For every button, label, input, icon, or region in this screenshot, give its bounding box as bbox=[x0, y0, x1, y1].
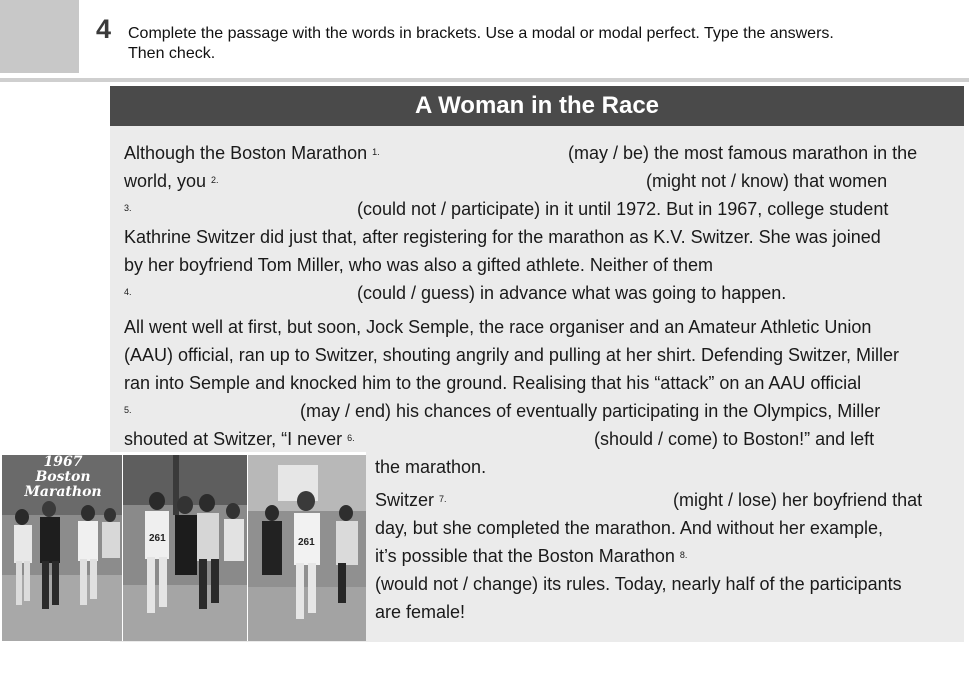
passage-line: Although the Boston Marathon $^{1.}$ bbox=[124, 143, 380, 163]
gap-hint-6: (should / come) to Boston!” and left bbox=[594, 429, 875, 449]
passage-line: Kathrine Switzer did just that, after registering for the marathon as K.V. Switzer. She was joined bbox=[124, 227, 881, 247]
exercise-instruction bbox=[128, 24, 948, 64]
passage-line: it’s possible that the Boston Marathon $^{8.}$ bbox=[375, 546, 688, 566]
instruction-line-1: Complete the passage with the words in brackets. Use a modal or modal perfect. Type the answers. bbox=[128, 25, 834, 42]
gap-number-2: 2. bbox=[211, 175, 219, 185]
gap-number-8: 8. bbox=[679, 550, 688, 560]
passage-line bbox=[124, 195, 132, 223]
header-grey-tab bbox=[0, 0, 79, 73]
gap-hint-7: (might / lose) her boyfriend that bbox=[673, 490, 923, 510]
passage-line bbox=[124, 397, 132, 425]
gap-number-4: 4. bbox=[124, 287, 132, 297]
passage-line: world, you $^{2.}$ bbox=[124, 171, 219, 191]
bib-number-text: 261 bbox=[298, 537, 315, 548]
passage-line: shouted at Switzer, “I never $^{6.}$ bbox=[124, 429, 355, 449]
passage-line: All went well at first, but soon, Jock Semple, the race organiser and an Amateur Athletic Union bbox=[124, 317, 872, 337]
gap-number-5: 5. bbox=[124, 405, 132, 415]
marathon-photo-3 bbox=[248, 455, 366, 641]
gap-hint-3: (could not / participate) in it until 1972. But in 1967, college student bbox=[357, 199, 889, 219]
passage-line: ran into Semple and knocked him to the ground. Realising that his “attack” on an AAU official bbox=[124, 373, 862, 393]
marathon-photo-2 bbox=[123, 455, 247, 641]
gap-hint-8: (would not / change) its rules. Today, nearly half of the participants bbox=[375, 574, 902, 594]
passage-line bbox=[124, 279, 132, 307]
gap-number-3: 3. bbox=[124, 203, 132, 213]
article-title: A Woman in the Race bbox=[110, 86, 964, 126]
bib-number-text: 261 bbox=[149, 533, 166, 544]
passage-line: are female! bbox=[375, 602, 466, 622]
marathon-photo-strip bbox=[2, 452, 366, 641]
gap-hint-2: (might not / know) that women bbox=[646, 171, 888, 191]
passage-line: Switzer $^{7.}$ bbox=[375, 490, 447, 510]
exercise-number: 4 bbox=[96, 14, 112, 44]
passage-line: (AAU) official, ran up to Switzer, shouting angrily and pulling at her shirt. Defending Switzer, Miller bbox=[124, 345, 900, 365]
instruction-line-2: Then check. bbox=[128, 45, 216, 62]
passage-line: day, but she completed the marathon. And without her example, bbox=[375, 518, 883, 538]
gap-hint-1: (may / be) the most famous marathon in the bbox=[568, 143, 918, 163]
gap-hint-5: (may / end) his chances of eventually participating in the Olympics, Miller bbox=[300, 401, 881, 421]
gap-hint-4: (could / guess) in advance what was going to happen. bbox=[357, 283, 787, 303]
passage-line: by her boyfriend Tom Miller, who was also a gifted athlete. Neither of them bbox=[124, 255, 713, 275]
photo-caption: 1967 Boston Marathon bbox=[24, 454, 102, 500]
passage-line: the marathon. bbox=[375, 457, 487, 477]
gap-number-1: 1. bbox=[372, 147, 380, 157]
gap-number-6: 6. bbox=[347, 433, 355, 443]
gap-number-7: 7. bbox=[439, 494, 447, 504]
header-divider bbox=[0, 78, 969, 82]
